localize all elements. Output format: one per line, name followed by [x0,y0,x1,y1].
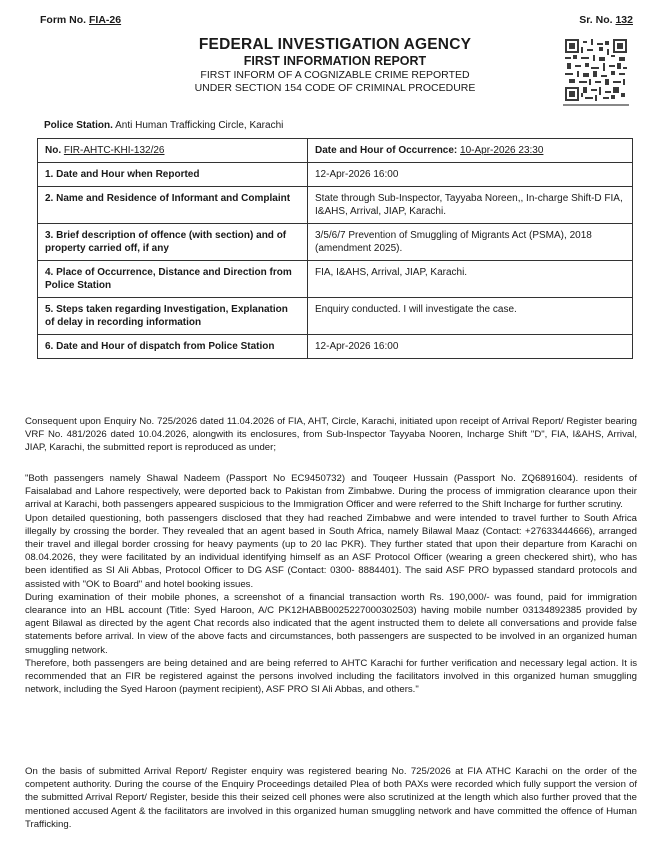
report-title: FIRST INFORMATION REPORT [243,54,427,68]
table-row [38,224,633,261]
closing-paragraph: On the basis of submitted Arrival Report/ Register enquiry was registered bearing No. 725/2026 at FIA ATHC Karachi on the order of the competent authority. During the course of the Enquiry Proceedings detailed Plea of both PAXs were recorded which fully support the version of the submitted Arrival Report/ Register, beside this their seized cell phones were also scrutinized at the length which also further proved that the mentioned accused Agent & the facilitators are involved in this organized human smuggling network and have committed the offence of Human Trafficking. [25,766,637,830]
qr-code-icon [565,39,627,101]
occurrence-value: 10-Apr-2026 23:30 [460,145,544,156]
row-label: 1. Date and Hour when Reported [38,163,308,187]
agency-title: FEDERAL INVESTIGATION AGENCY [198,36,472,53]
quoted-paragraph-1: "Both passengers namely Shawal Nadeem (Passport No EC9450732) and Touqeer Hussain (Passport No. ZQ6891604). residents of Faisalabad and Lahore respectively, were deported back to Pakistan from Zimbabwe. During the process of immigration clearance upon their arrival at Karachi, both passengers appeared suspicious to the Immigration Officer and were referred to the Shift Incharge for further scrutiny. [25,473,637,511]
row-label: 6. Date and Hour of dispatch from Police Station [38,335,308,359]
row-value: 3/5/6/7 Prevention of Smuggling of Migrants Act (PSMA), 2018 (amendment 2025). [308,224,633,261]
table-row [38,335,633,359]
form-number-label: Form No. [40,14,89,26]
report-subtitle-2: UNDER SECTION 154 CODE OF CRIMINAL PROCEDURE [194,82,476,94]
table-row [38,163,633,187]
row-value: 12-Apr-2026 16:00 [308,163,633,187]
document-title-block [150,36,520,95]
police-station [44,120,283,131]
intro-paragraph: Consequent upon Enquiry No. 725/2026 dated 11.04.2026 of FIA, AHT, Circle, Karachi, initiated upon receipt of Arrival Report/ Register bearing VRF No. 481/2026 dated 10.04.2026, alongwith its enclosures, from Sub-Inspector Tayyaba Nooren, Incharge Shift "D", FIA, I&AHS, Arrival, JIAP, Karachi, the submitted report is reproduced as under; [25,416,637,454]
qr-underline [563,104,629,106]
row-value: 12-Apr-2026 16:00 [308,335,633,359]
police-station-value: Anti Human Trafficking Circle, Karachi [112,120,284,131]
form-number [40,14,121,26]
row-value: FIA, I&AHS, Arrival, JIAP, Karachi. [308,261,633,298]
form-number-value: FIA-26 [89,14,122,26]
fir-details-table [37,138,633,359]
row-label: 3. Brief description of offence (with section) and of property carried off, if any [38,224,308,261]
row-label: 2. Name and Residence of Informant and Complaint [38,187,308,224]
fir-number-value: FIR-AHTC-KHI-132/26 [63,145,165,156]
table-row [38,298,633,335]
serial-number-label: Sr. No. [579,14,616,26]
serial-number [579,14,633,26]
occurrence-cell [308,139,633,163]
table-row [38,261,633,298]
fir-number-cell [38,139,308,163]
table-row [38,187,633,224]
report-subtitle-1: FIRST INFORM OF A COGNIZABLE CRIME REPORTED [200,69,470,81]
table-row [38,139,633,163]
occurrence-label: Date and Hour of Occurrence: [315,145,461,156]
row-value: State through Sub-Inspector, Tayyaba Noreen,, In-charge Shift-D FIA, I&AHS, Arrival, JIAP, Karachi. [308,187,633,224]
police-station-label: Police Station. [44,120,113,131]
row-label: 4. Place of Occurrence, Distance and Direction from Police Station [38,261,308,298]
quoted-paragraph-4: Therefore, both passengers are being detained and are being referred to AHTC Karachi for further verification and necessary legal action. It is recommended that an FIR be registered against the persons involved including the facilitators involved in this organized human smuggling network, including the Syed Haroon (payment recipient), ASF PRO SI Ali Abbas, and others." [25,657,637,696]
quoted-report [25,472,637,696]
fir-number-label: No. [45,145,64,156]
row-value: Enquiry conducted. I will investigate the case. [308,298,633,335]
serial-number-value: 132 [615,14,633,26]
row-label: 5. Steps taken regarding Investigation, Explanation of delay in recording information [38,298,308,335]
quoted-paragraph-3: During examination of their mobile phones, a screenshot of a financial transaction worth Rs. 190,000/- was found, paid for immigration clearance into an HBL account (Title: Syed Haroon, A/C PK12HABB0025227000302503) having mobile number 03134892385 provided by agent Bilawal as directed by the agent Chat records also indicated that the agent instructed them to delete all conversations and provide false statements before arrival. In view of the above facts and circumstances, both passengers are suspected to be involved in an organized human smuggling network. [25,591,637,656]
quoted-paragraph-2: Upon detailed questioning, both passengers disclosed that they had reached Zimbabwe and were intended to travel further to South Africa illegally by crossing the border. They revealed that an agent based in South Africa, namely Bilawal Maaz (Contact: +27633444666), arranged their travel and illegal border crossing for heavy payments (up to 20 lac PKR). They further stated that upon their departure from Karachi on 08.04.2026, they were facilitated by an individual identifying himself as an ASF Protocol Officer (wearing a green checkered shirt), who has been identified as SI Ali Abbas, Protocol Officer to DG ASF (Contact: 0300- 8884401). The said ASF PRO bypassed standard protocols and assisted with "OK to Board" and hotel booking issues. [25,512,637,590]
